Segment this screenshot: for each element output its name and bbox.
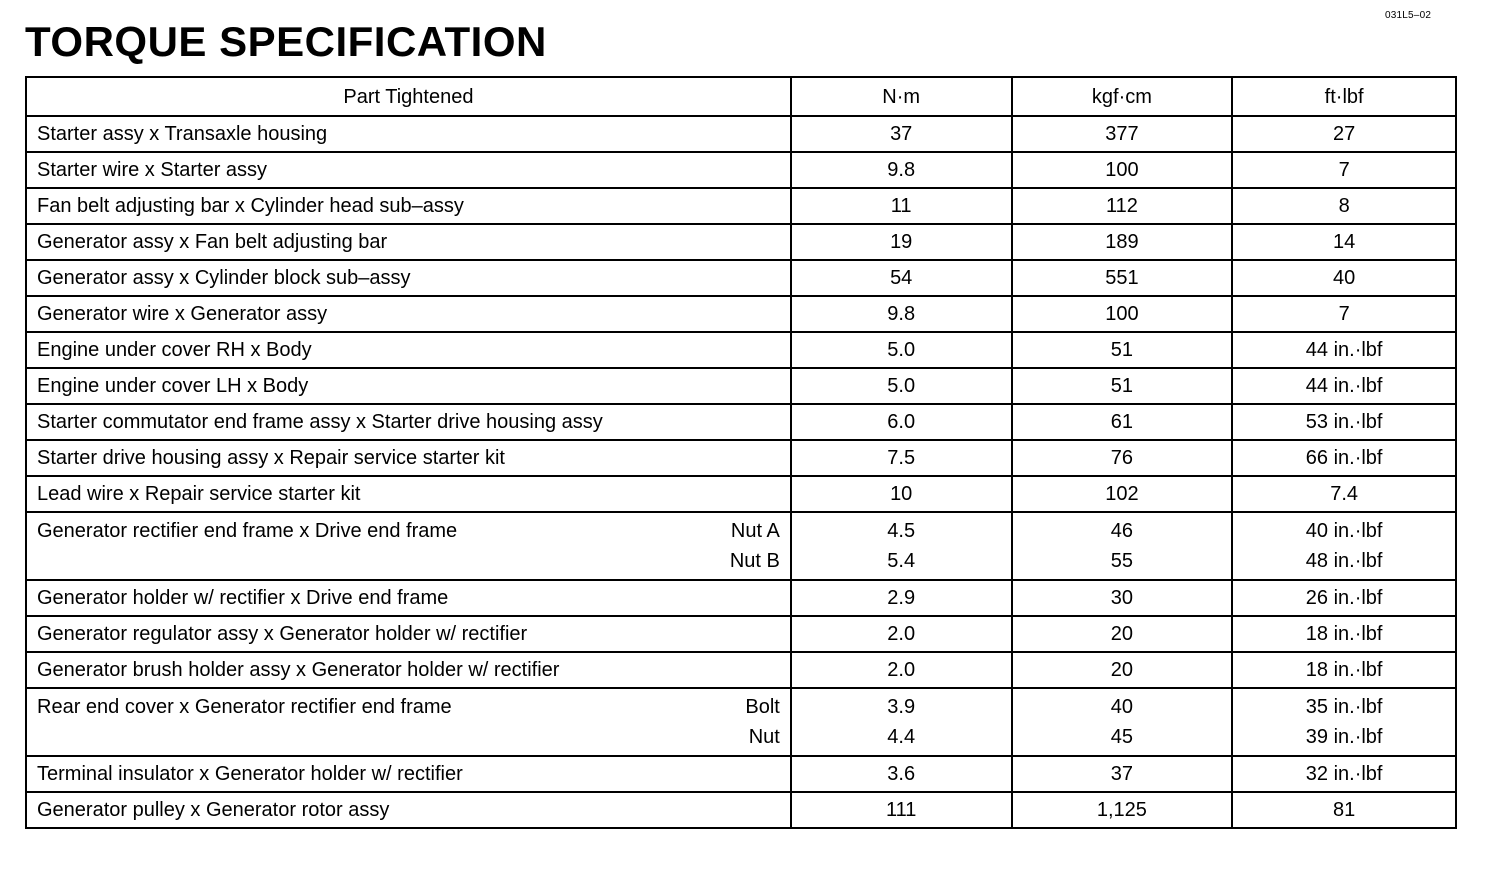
part-cell: Starter wire x Starter assy bbox=[26, 152, 791, 188]
nm-value: 4.5 bbox=[887, 520, 916, 542]
nm-value: 4.4 bbox=[887, 726, 916, 748]
table-row bbox=[26, 224, 1456, 260]
part-cell bbox=[26, 688, 791, 756]
ft-cell: 44 in.·lbf bbox=[1232, 332, 1456, 368]
kgf-value: 55 bbox=[1110, 550, 1134, 572]
kgf-cell: 377 bbox=[1012, 116, 1233, 152]
ft-cell: 18 in.·lbf bbox=[1232, 652, 1456, 688]
kgf-cell: 37 bbox=[1012, 756, 1233, 792]
ft-cell: 53 in.·lbf bbox=[1232, 404, 1456, 440]
kgf-cell bbox=[1012, 512, 1233, 580]
table-row bbox=[26, 188, 1456, 224]
ft-cell: 27 bbox=[1232, 116, 1456, 152]
ft-cell bbox=[1232, 688, 1456, 756]
kgf-cell: 30 bbox=[1012, 580, 1233, 616]
ft-cell bbox=[1232, 512, 1456, 580]
nm-cell: 5.0 bbox=[791, 368, 1012, 404]
nm-cell: 6.0 bbox=[791, 404, 1012, 440]
page-title: TORQUE SPECIFICATION bbox=[25, 18, 547, 65]
table-header-row bbox=[26, 77, 1456, 116]
nm-cell: 11 bbox=[791, 188, 1012, 224]
ft-cell: 7.4 bbox=[1232, 476, 1456, 512]
ft-value: 35 in.·lbf bbox=[1305, 696, 1383, 718]
kgf-cell: 112 bbox=[1012, 188, 1233, 224]
part-cell: Generator regulator assy x Generator holder w/ rectifier bbox=[26, 616, 791, 652]
ft-value: 39 in.·lbf bbox=[1305, 726, 1383, 748]
kgf-cell: 102 bbox=[1012, 476, 1233, 512]
table-row bbox=[26, 476, 1456, 512]
nm-value: 5.4 bbox=[887, 550, 916, 572]
fastener-label: Bolt bbox=[745, 696, 780, 718]
part-cell: Generator pulley x Generator rotor assy bbox=[26, 792, 791, 828]
table-row bbox=[26, 332, 1456, 368]
kgf-cell: 20 bbox=[1012, 652, 1233, 688]
part-cell: Generator wire x Generator assy bbox=[26, 296, 791, 332]
kgf-cell: 76 bbox=[1012, 440, 1233, 476]
ft-cell: 7 bbox=[1232, 152, 1456, 188]
table-row bbox=[26, 404, 1456, 440]
part-name: Rear end cover x Generator rectifier end frame bbox=[37, 696, 452, 718]
ft-cell: 18 in.·lbf bbox=[1232, 616, 1456, 652]
kgf-cell: 1,125 bbox=[1012, 792, 1233, 828]
part-cell bbox=[26, 512, 791, 580]
header-ft-lbf: ft·lbf bbox=[1232, 77, 1456, 116]
table-row bbox=[26, 260, 1456, 296]
ft-cell: 32 in.·lbf bbox=[1232, 756, 1456, 792]
ft-cell: 26 in.·lbf bbox=[1232, 580, 1456, 616]
table-row bbox=[26, 792, 1456, 828]
fastener-labels bbox=[730, 516, 780, 576]
header-nm: N·m bbox=[791, 77, 1012, 116]
ft-value: 48 in.·lbf bbox=[1305, 550, 1383, 572]
nm-cell: 5.0 bbox=[791, 332, 1012, 368]
table-row bbox=[26, 440, 1456, 476]
kgf-cell: 189 bbox=[1012, 224, 1233, 260]
ft-cell: 66 in.·lbf bbox=[1232, 440, 1456, 476]
part-cell: Engine under cover LH x Body bbox=[26, 368, 791, 404]
torque-spec-table bbox=[25, 76, 1457, 829]
nm-cell: 19 bbox=[791, 224, 1012, 260]
part-cell: Engine under cover RH x Body bbox=[26, 332, 791, 368]
part-cell: Starter assy x Transaxle housing bbox=[26, 116, 791, 152]
kgf-cell: 51 bbox=[1012, 332, 1233, 368]
nm-cell: 9.8 bbox=[791, 152, 1012, 188]
table-row bbox=[26, 512, 1456, 580]
nm-cell bbox=[791, 512, 1012, 580]
header-part-tightened: Part Tightened bbox=[26, 77, 791, 116]
nm-cell: 2.0 bbox=[791, 652, 1012, 688]
table-body bbox=[26, 116, 1456, 828]
kgf-value: 46 bbox=[1110, 520, 1134, 542]
table-row bbox=[26, 652, 1456, 688]
kgf-cell: 20 bbox=[1012, 616, 1233, 652]
nm-cell: 3.6 bbox=[791, 756, 1012, 792]
ft-cell: 44 in.·lbf bbox=[1232, 368, 1456, 404]
part-cell: Fan belt adjusting bar x Cylinder head sub–assy bbox=[26, 188, 791, 224]
table-row bbox=[26, 580, 1456, 616]
part-cell: Generator assy x Cylinder block sub–assy bbox=[26, 260, 791, 296]
ft-value: 40 in.·lbf bbox=[1305, 520, 1383, 542]
nm-cell: 54 bbox=[791, 260, 1012, 296]
part-cell: Generator holder w/ rectifier x Drive end frame bbox=[26, 580, 791, 616]
nm-cell bbox=[791, 688, 1012, 756]
nm-cell: 111 bbox=[791, 792, 1012, 828]
nm-cell: 7.5 bbox=[791, 440, 1012, 476]
document-code: 031L5–02 bbox=[1385, 10, 1432, 21]
table-row bbox=[26, 688, 1456, 756]
nm-cell: 10 bbox=[791, 476, 1012, 512]
kgf-cell: 61 bbox=[1012, 404, 1233, 440]
nm-cell: 9.8 bbox=[791, 296, 1012, 332]
part-cell: Terminal insulator x Generator holder w/ rectifier bbox=[26, 756, 791, 792]
fastener-labels bbox=[745, 692, 779, 752]
table-row bbox=[26, 152, 1456, 188]
part-cell: Lead wire x Repair service starter kit bbox=[26, 476, 791, 512]
kgf-cell: 551 bbox=[1012, 260, 1233, 296]
kgf-cell: 100 bbox=[1012, 296, 1233, 332]
nm-cell: 2.9 bbox=[791, 580, 1012, 616]
part-name: Generator rectifier end frame x Drive end frame bbox=[37, 520, 458, 542]
fastener-label: Nut B bbox=[729, 550, 780, 572]
part-cell: Generator brush holder assy x Generator holder w/ rectifier bbox=[26, 652, 791, 688]
ft-cell: 81 bbox=[1232, 792, 1456, 828]
ft-cell: 7 bbox=[1232, 296, 1456, 332]
fastener-label: Nut A bbox=[730, 520, 780, 542]
part-cell: Generator assy x Fan belt adjusting bar bbox=[26, 224, 791, 260]
ft-cell: 8 bbox=[1232, 188, 1456, 224]
kgf-cell: 100 bbox=[1012, 152, 1233, 188]
part-cell: Starter drive housing assy x Repair service starter kit bbox=[26, 440, 791, 476]
nm-cell: 37 bbox=[791, 116, 1012, 152]
ft-cell: 40 bbox=[1232, 260, 1456, 296]
table-row bbox=[26, 756, 1456, 792]
nm-value: 3.9 bbox=[887, 696, 916, 718]
table-row bbox=[26, 116, 1456, 152]
header-kgf-cm: kgf·cm bbox=[1012, 77, 1233, 116]
kgf-value: 40 bbox=[1110, 696, 1134, 718]
table-row bbox=[26, 616, 1456, 652]
kgf-cell bbox=[1012, 688, 1233, 756]
ft-cell: 14 bbox=[1232, 224, 1456, 260]
part-cell: Starter commutator end frame assy x Starter drive housing assy bbox=[26, 404, 791, 440]
kgf-cell: 51 bbox=[1012, 368, 1233, 404]
fastener-label: Nut bbox=[748, 726, 780, 748]
kgf-value: 45 bbox=[1110, 726, 1134, 748]
table-row bbox=[26, 296, 1456, 332]
nm-cell: 2.0 bbox=[791, 616, 1012, 652]
table-row bbox=[26, 368, 1456, 404]
